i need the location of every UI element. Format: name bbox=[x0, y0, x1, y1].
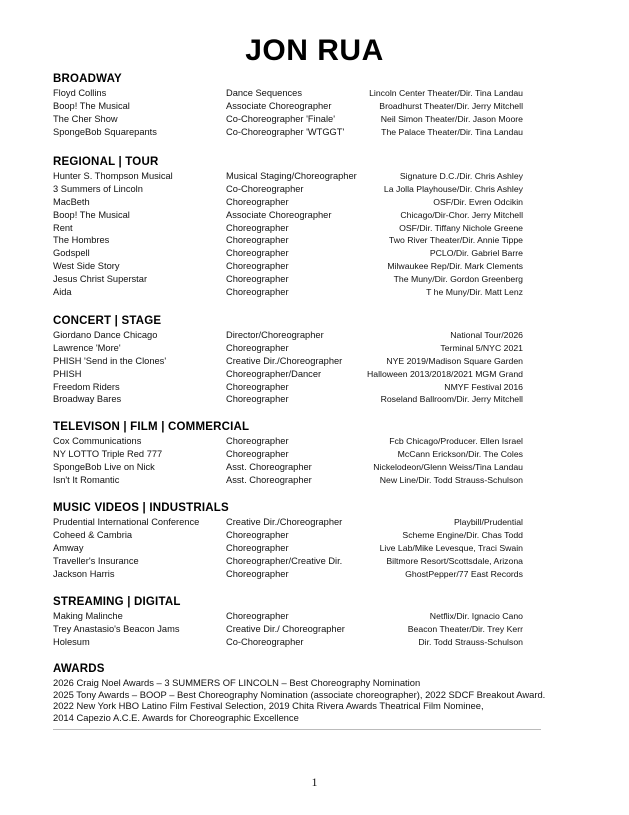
credit-row bbox=[53, 610, 523, 623]
section-title: BROADWAY bbox=[53, 73, 122, 85]
credit-role: Co-Choreographer bbox=[226, 183, 304, 194]
credit-row bbox=[53, 260, 523, 273]
section-title: TELEVISON | FILM | COMMERCIAL bbox=[53, 421, 250, 433]
credit-row bbox=[53, 87, 523, 100]
page-number: 1 bbox=[311, 775, 318, 789]
section-regional-tour bbox=[53, 155, 523, 299]
credit-title: SpongeBob Live on Nick bbox=[53, 461, 155, 472]
credit-title: Freedom Riders bbox=[53, 381, 120, 392]
credit-venue: Fcb Chicago/Producer. Ellen Israel bbox=[389, 436, 523, 446]
credit-venue: NMYF Festival 2016 bbox=[444, 381, 523, 392]
credit-row bbox=[53, 342, 523, 355]
credit-title: NY LOTTO Triple Red 777 bbox=[53, 448, 163, 459]
credit-row bbox=[53, 170, 523, 183]
credit-venue: Halloween 2013/2018/2021 MGM Grand bbox=[367, 368, 523, 379]
credit-title: Giordano Dance Chicago bbox=[53, 330, 158, 340]
credit-role: Associate Choreographer bbox=[226, 100, 332, 111]
credit-title: Aida bbox=[53, 287, 72, 298]
credit-venue: Terminal 5/NYC 2021 bbox=[440, 342, 523, 353]
credit-title: Jackson Harris bbox=[53, 568, 115, 579]
credit-title: Hunter S. Thompson Musical bbox=[53, 171, 173, 181]
credit-title: Coheed & Cambria bbox=[53, 529, 133, 540]
section-title: STREAMING | DIGITAL bbox=[53, 596, 181, 608]
credit-title: Boop! The Musical bbox=[53, 209, 130, 220]
section-title: CONCERT | STAGE bbox=[53, 315, 162, 327]
credit-row bbox=[53, 555, 523, 568]
credit-title: Cox Communications bbox=[53, 436, 142, 446]
credit-venue: Two River Theater/Dir. Annie Tippe bbox=[388, 235, 523, 246]
credit-role: Associate Choreographer bbox=[226, 209, 332, 220]
credit-role: Dance Sequences bbox=[226, 88, 302, 98]
credit-venue: Roseland Ballroom/Dir. Jerry Mitchell bbox=[380, 394, 523, 405]
credit-role: Creative Dir./Choreographer bbox=[226, 355, 343, 366]
credit-role: Choreographer bbox=[226, 274, 289, 285]
divider bbox=[53, 729, 541, 730]
credit-row bbox=[53, 113, 523, 126]
credit-role: Choreographer bbox=[226, 542, 289, 553]
section-tv-film-commercial bbox=[53, 420, 523, 487]
credit-row bbox=[53, 636, 523, 649]
credit-role: Co-Choreographer bbox=[226, 636, 304, 647]
credit-venue: New Line/Dir. Todd Strauss-Schulson bbox=[379, 474, 523, 485]
credit-title: Floyd Collins bbox=[53, 88, 107, 98]
credit-row bbox=[53, 183, 523, 196]
section-music-videos-industrials bbox=[53, 501, 523, 580]
credit-venue: NYE 2019/Madison Square Garden bbox=[386, 355, 523, 366]
credit-role: Choreographer bbox=[226, 568, 289, 579]
credit-role: Asst. Choreographer bbox=[226, 461, 312, 472]
credit-title: MacBeth bbox=[53, 196, 90, 207]
credit-role: Creative Dir./Choreographer bbox=[226, 517, 343, 527]
credit-venue: National Tour/2026 bbox=[450, 330, 523, 340]
credit-venue: The Palace Theater/Dir. Tina Landau bbox=[381, 126, 523, 137]
credit-row bbox=[53, 368, 523, 381]
resume-name: JON RUA bbox=[245, 34, 384, 67]
credit-role: Choreographer bbox=[226, 196, 289, 207]
credit-row bbox=[53, 209, 523, 222]
credit-row bbox=[53, 247, 523, 260]
credit-role: Choreographer bbox=[226, 235, 289, 246]
credit-role: Choreographer bbox=[226, 436, 289, 446]
credit-venue: Dir. Todd Strauss-Schulson bbox=[418, 636, 523, 647]
credit-row bbox=[53, 273, 523, 286]
section-title: REGIONAL | TOUR bbox=[53, 156, 159, 168]
section-title: MUSIC VIDEOS | INDUSTRIALS bbox=[53, 502, 229, 514]
credit-title: PHISH 'Send in the Clones' bbox=[53, 355, 167, 366]
credit-role: Director/Choreographer bbox=[226, 330, 324, 340]
credit-row bbox=[53, 568, 523, 581]
credit-row bbox=[53, 393, 523, 406]
credit-venue: Signature D.C./Dir. Chris Ashley bbox=[399, 171, 523, 181]
credit-title: Holesum bbox=[53, 636, 90, 647]
credit-row bbox=[53, 623, 523, 636]
award-line: 2022 New York HBO Latino Film Festival Selection, 2019 Chita Rivera Awards Theatrical Film Nominee, bbox=[53, 700, 484, 712]
award-line: 2014 Capezio A.C.E. Awards for Choreographic Excellence bbox=[53, 711, 299, 723]
credit-role: Choreographer bbox=[226, 342, 289, 353]
credit-title: Rent bbox=[53, 222, 73, 233]
credit-row bbox=[53, 126, 523, 139]
credit-role: Choreographer/Dancer bbox=[226, 368, 322, 379]
credit-role: Creative Dir./ Choreographer bbox=[226, 623, 345, 634]
award-line: 2025 Tony Awards – BOOP – Best Choreography Nomination (associate choreographer), 2022 SDCF Breakout Award. bbox=[53, 688, 546, 700]
credit-title: Prudential International Conference bbox=[53, 517, 200, 527]
credit-venue: GhostPepper/77 East Records bbox=[405, 568, 523, 579]
credit-title: SpongeBob Squarepants bbox=[53, 126, 157, 137]
credit-role: Choreographer bbox=[226, 222, 289, 233]
credit-row bbox=[53, 234, 523, 247]
credit-title: Godspell bbox=[53, 248, 90, 259]
credit-row bbox=[53, 448, 523, 461]
credit-row bbox=[53, 222, 523, 235]
credit-role: Choreographer bbox=[226, 287, 289, 298]
credit-role: Co-Choreographer 'Finale' bbox=[226, 113, 335, 124]
credit-venue: T he Muny/Dir. Matt Lenz bbox=[426, 287, 523, 298]
credit-title: PHISH bbox=[53, 368, 82, 379]
credit-venue: Broadhurst Theater/Dir. Jerry Mitchell bbox=[379, 100, 523, 111]
credit-row bbox=[53, 196, 523, 209]
credit-venue: Neil Simon Theater/Dir. Jason Moore bbox=[380, 113, 523, 124]
credit-title: 3 Summers of Lincoln bbox=[53, 183, 143, 194]
credit-title: Isn't It Romantic bbox=[53, 474, 120, 485]
section-streaming-digital bbox=[53, 595, 523, 649]
award-line: 2026 Craig Noel Awards – 3 SUMMERS OF LINCOLN – Best Choreography Nomination bbox=[53, 677, 421, 688]
credit-venue: Milwaukee Rep/Dir. Mark Clements bbox=[387, 261, 523, 272]
credit-row bbox=[53, 529, 523, 542]
credit-title: Making Malinche bbox=[53, 611, 123, 621]
credit-title: Traveller's Insurance bbox=[53, 555, 139, 566]
credit-role: Co-Choreographer 'WTGGT' bbox=[226, 126, 345, 137]
section-concert-stage bbox=[53, 314, 523, 406]
credit-title: Trey Anastasio's Beacon Jams bbox=[53, 623, 180, 634]
credit-role: Choreographer bbox=[226, 394, 289, 405]
awards-title: AWARDS bbox=[53, 663, 105, 675]
credit-venue: Netflix/Dir. Ignacio Cano bbox=[429, 611, 523, 621]
credit-title: West Side Story bbox=[53, 261, 120, 272]
credit-title: Amway bbox=[53, 542, 84, 553]
credit-venue: Nickelodeon/Glenn Weiss/Tina Landau bbox=[373, 461, 523, 472]
credit-venue: Beacon Theater/Dir. Trey Kerr bbox=[407, 623, 523, 634]
credit-title: Boop! The Musical bbox=[53, 100, 130, 111]
credit-row bbox=[53, 474, 523, 487]
credit-venue: Lincoln Center Theater/Dir. Tina Landau bbox=[369, 88, 523, 98]
credit-title: The Cher Show bbox=[53, 113, 118, 124]
credit-venue: The Muny/Dir. Gordon Greenberg bbox=[393, 274, 523, 285]
credit-venue: PCLO/Dir. Gabriel Barre bbox=[429, 248, 523, 259]
credit-role: Musical Staging/Choreographer bbox=[226, 171, 357, 181]
credit-venue: Scheme Engine/Dir. Chas Todd bbox=[402, 529, 523, 540]
credit-title: The Hombres bbox=[53, 235, 110, 246]
section-broadway bbox=[53, 72, 523, 139]
credit-row bbox=[53, 100, 523, 113]
credit-role: Choreographer bbox=[226, 448, 289, 459]
credit-venue: La Jolla Playhouse/Dir. Chris Ashley bbox=[383, 183, 523, 194]
credit-role: Choreographer bbox=[226, 261, 289, 272]
credit-role: Choreographer bbox=[226, 611, 289, 621]
credit-row bbox=[53, 355, 523, 368]
credit-row bbox=[53, 329, 523, 342]
credit-title: Jesus Christ Superstar bbox=[53, 274, 148, 285]
credit-row bbox=[53, 542, 523, 555]
credit-venue: McCann Erickson/Dir. The Coles bbox=[397, 448, 523, 459]
credit-venue: OSF/Dir. Evren Odcikin bbox=[433, 196, 523, 207]
credit-row bbox=[53, 286, 523, 299]
credit-venue: Chicago/Dir-Chor. Jerry Mitchell bbox=[400, 209, 523, 220]
credit-row bbox=[53, 516, 523, 529]
credit-title: Broadway Bares bbox=[53, 394, 122, 405]
credit-venue: OSF/Dir. Tiffany Nichole Greene bbox=[399, 222, 523, 233]
credit-venue: Biltmore Resort/Scottsdale, Arizona bbox=[386, 555, 523, 566]
credit-role: Choreographer/Creative Dir. bbox=[226, 555, 343, 566]
credit-role: Choreographer bbox=[226, 529, 289, 540]
credit-venue: Live Lab/Mike Levesque, Traci Swain bbox=[379, 542, 523, 553]
credit-row bbox=[53, 461, 523, 474]
credit-venue: Playbill/Prudential bbox=[453, 517, 523, 527]
credit-role: Choreographer bbox=[226, 248, 289, 259]
credit-role: Choreographer bbox=[226, 381, 289, 392]
credit-row bbox=[53, 435, 523, 448]
credit-role: Asst. Choreographer bbox=[226, 474, 312, 485]
section-awards bbox=[53, 662, 546, 723]
credit-row bbox=[53, 381, 523, 394]
credit-title: Lawrence 'More' bbox=[53, 342, 121, 353]
